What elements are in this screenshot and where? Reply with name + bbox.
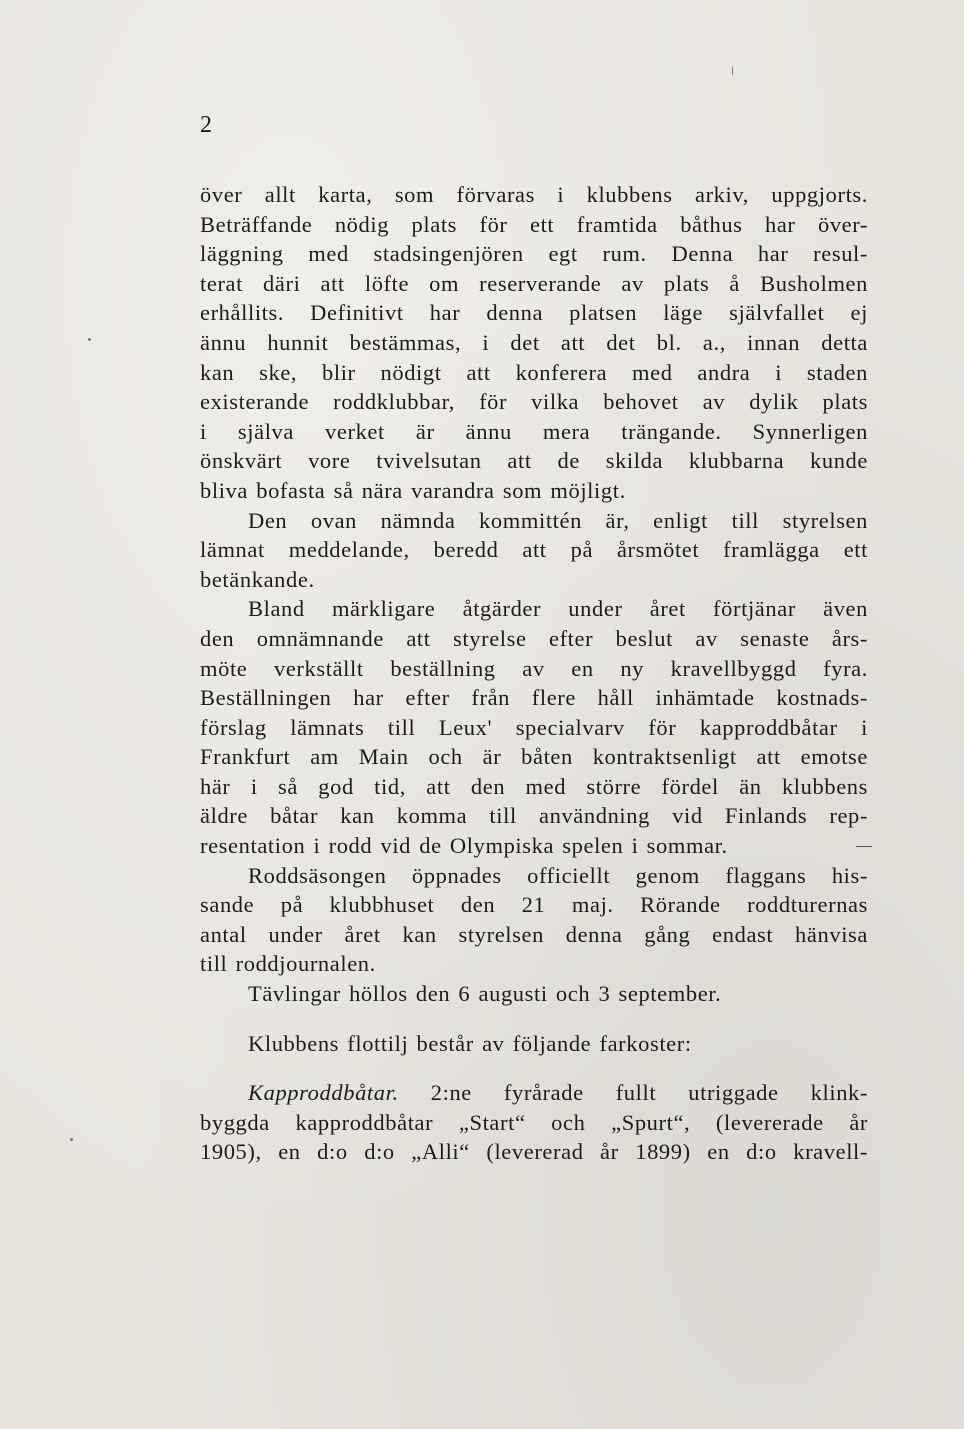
line-text: 2:ne fyrårade fullt utriggade klink- bbox=[398, 1080, 868, 1106]
text-line bbox=[200, 624, 868, 654]
line-text: önskvärt vore tvivelsutan att de skilda klubbarna kunde bbox=[200, 448, 868, 474]
text-line bbox=[200, 1137, 868, 1167]
line-text: ännu hunnit bestämmas, i det att det bl. a., innan detta bbox=[200, 329, 868, 355]
line-text: Roddsäsongen öppnades officiellt genom flaggans his- bbox=[248, 862, 868, 888]
line-text: existerande roddklubbar, för vilka behovet av dylik plats bbox=[200, 389, 868, 415]
line-text: läggning med stadsingenjören egt rum. Denna har resul- bbox=[200, 241, 868, 267]
text-line bbox=[200, 920, 868, 950]
line-text: terat däri att löfte om reserverande av plats å Busholmen bbox=[200, 270, 868, 296]
line-text: Klubbens flottilj består av följande farkoster: bbox=[248, 1030, 692, 1056]
text-line bbox=[200, 949, 868, 979]
line-text: lämnat meddelande, beredd att på årsmötet framlägga ett bbox=[200, 537, 868, 563]
text-line bbox=[200, 239, 868, 269]
line-text: äldre båtar kan komma till användning vid Finlands rep- bbox=[200, 803, 868, 829]
text-line bbox=[200, 742, 868, 772]
text-line bbox=[200, 1078, 868, 1108]
line-text: förslag lämnats till Leux' specialvarv för kapproddbåtar i bbox=[200, 714, 868, 740]
line-text: byggda kapproddbåtar „Start“ och „Spurt“, (levererade år bbox=[200, 1109, 868, 1135]
line-text: sande på klubbhuset den 21 maj. Rörande roddturernas bbox=[200, 892, 868, 918]
paper-speck bbox=[88, 338, 91, 341]
text-line bbox=[200, 1108, 868, 1138]
line-text: här i så god tid, att den med större fördel än klubbens bbox=[200, 773, 868, 799]
line-text: betänkande. bbox=[200, 566, 315, 592]
line-text: Frankfurt am Main och är båten kontraktsenligt att emotse bbox=[200, 744, 868, 770]
line-text: till roddjournalen. bbox=[200, 951, 376, 977]
line-text: antal under året kan styrelsen denna gång endast hänvisa bbox=[200, 921, 868, 947]
text-line bbox=[200, 180, 868, 210]
text-line bbox=[200, 772, 868, 802]
text-line bbox=[200, 683, 868, 713]
text-line bbox=[200, 476, 868, 506]
page-number: 2 bbox=[200, 112, 213, 138]
line-text: kan ske, blir nödigt att konferera med andra i staden bbox=[200, 359, 868, 385]
line-text: Beträffande nödig plats för ett framtida båthus har över- bbox=[200, 211, 868, 237]
section-heading: Kapproddbåtar. bbox=[248, 1080, 399, 1106]
paper-speck bbox=[70, 1138, 73, 1141]
line-text: i själva verket är ännu mera trängande. Synnerligen bbox=[200, 418, 868, 444]
line-text: över allt karta, som förvaras i klubbens arkiv, uppgjorts. bbox=[200, 182, 868, 207]
text-line bbox=[200, 831, 868, 861]
text-line bbox=[200, 861, 868, 891]
line-text: den omnämnande att styrelse efter beslut av senaste års- bbox=[200, 625, 868, 651]
line-text: Beställningen har efter från flere håll inhämtade kostnads- bbox=[200, 685, 868, 711]
text-line bbox=[200, 801, 868, 831]
text-line bbox=[200, 565, 868, 595]
text-line bbox=[200, 713, 868, 743]
line-text: möte verkställt beställning av en ny kravellbyggd fyra. bbox=[200, 655, 868, 681]
text-line bbox=[200, 387, 868, 417]
line-dash bbox=[856, 846, 872, 847]
line-text: resentation i rodd vid de Olympiska spelen i sommar. bbox=[200, 833, 728, 859]
line-text: 1905), en d:o d:o „Alli“ (levererad år 1899) en d:o kravell- bbox=[200, 1139, 868, 1165]
text-line bbox=[200, 210, 868, 240]
text-line bbox=[200, 979, 868, 1009]
text-line bbox=[200, 535, 868, 565]
text-line bbox=[200, 328, 868, 358]
text-line bbox=[200, 890, 868, 920]
text-line bbox=[200, 506, 868, 536]
text-line bbox=[200, 654, 868, 684]
line-text: erhållits. Definitivt har denna platsen läge självfallet ej bbox=[200, 300, 868, 326]
line-text: Bland märkligare åtgärder under året förtjänar även bbox=[248, 596, 868, 622]
text-line bbox=[200, 417, 868, 447]
text-line bbox=[200, 1029, 868, 1059]
line-text: Tävlingar höllos den 6 augusti och 3 september. bbox=[248, 981, 722, 1007]
paper-speck bbox=[732, 66, 733, 76]
text-line bbox=[200, 358, 868, 388]
text-line bbox=[200, 594, 868, 624]
text-line bbox=[200, 269, 868, 299]
body-text bbox=[200, 180, 868, 1167]
text-line bbox=[200, 446, 868, 476]
text-line bbox=[200, 298, 868, 328]
line-text: bliva bofasta så nära varandra som möjligt. bbox=[200, 477, 626, 503]
line-text: Den ovan nämnda kommittén är, enligt till styrelsen bbox=[248, 507, 868, 533]
